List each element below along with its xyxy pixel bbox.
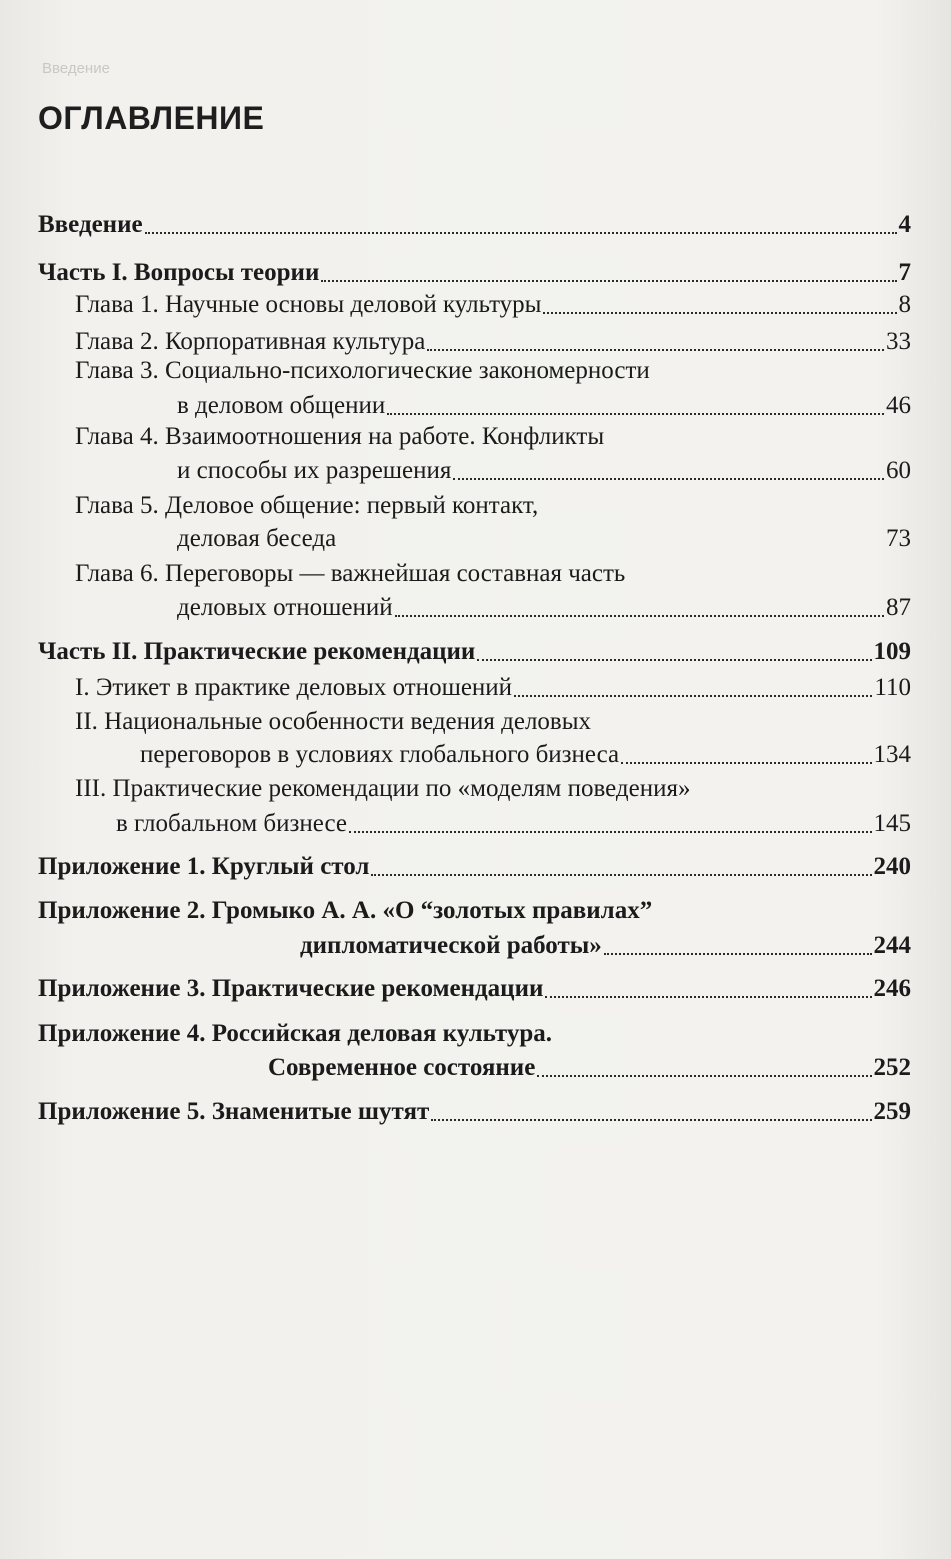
toc-leader-dots [395,614,884,617]
toc-page-number: 33 [886,328,911,355]
toc-page-number: 109 [873,638,911,665]
toc-entry-label: Приложение 3. Практические рекомендации [38,975,544,1002]
toc-page-number: 252 [873,1054,911,1081]
toc-entry-label: Приложение 5. Знаменитые шутят [38,1098,430,1125]
toc-page-number: 46 [886,392,911,419]
toc-entry-label: I. Этикет в практике деловых отношений [75,674,513,701]
toc-entry-label: деловых отношений [177,594,393,621]
toc-entry-appendix-4[interactable] [268,1052,911,1084]
toc-leader-dots [453,477,884,480]
page-title: ОГЛАВЛЕНИЕ [38,100,265,136]
toc-entry-chapter-5-line1: Глава 5. Деловое общение: первый контакт, [75,492,539,519]
toc-leader-dots [477,658,871,661]
toc-leader-dots [604,952,872,955]
toc-entry-section-2-line1: II. Национальные особенности ведения деловых [75,708,592,735]
toc-entry-introduction[interactable] [38,209,911,241]
toc-entry-label: Глава 1. Научные основы деловой культуры [75,291,542,318]
toc-entry-section-1[interactable] [75,672,911,704]
toc-entry-label: Часть I. Вопросы теории [38,259,320,286]
toc-entry-part-2[interactable] [38,636,911,668]
toc-entry-appendix-2-line1: Приложение 2. Громыко А. А. «О “золотых правилах” [38,897,653,924]
toc-leader-dots [543,311,896,314]
toc-leader-dots [427,348,884,351]
toc-entry-label: Современное состояние [268,1054,536,1081]
toc-leader-dots [621,761,871,764]
toc-leader-dots [431,1118,871,1121]
toc-leader-dots [145,231,897,234]
toc-entry-label: деловая беседа [177,525,337,552]
toc-entry-chapter-2[interactable] [75,326,911,358]
toc-entry-chapter-4[interactable] [177,455,911,487]
toc-page-number: 60 [886,457,911,484]
toc-page-number: 134 [873,741,911,768]
toc-entry-label: Глава 2. Корпоративная культура [75,328,426,355]
toc-entry-chapter-1[interactable] [75,289,911,321]
toc-page-number: 8 [898,291,911,318]
toc-entry-chapter-3[interactable] [177,390,911,422]
toc-entry-section-3[interactable] [116,808,911,840]
toc-entry-appendix-4-line1: Приложение 4. Российская деловая культура. [38,1020,553,1047]
toc-entry-chapter-4-line1: Глава 4. Взаимоотношения на работе. Конфликты [75,423,605,450]
toc-page-number: 145 [873,810,911,837]
toc-entry-label: в глобальном бизнесе [116,810,347,837]
toc-page-number: 110 [874,674,911,701]
toc-entry-chapter-6-line1: Глава 6. Переговоры — важнейшая составная часть [75,560,626,587]
toc-page-number: 244 [873,932,911,959]
toc-leader-dots [514,694,872,697]
toc-page-number: 259 [873,1098,911,1125]
toc-entry-chapter-6[interactable] [177,592,911,624]
toc-page-number: 4 [898,211,911,238]
toc-entry-label: и способы их разрешения [177,457,452,484]
toc-entry-label: дипломатической работы» [300,932,602,959]
toc-entry-label: переговоров в условиях глобального бизнеса [140,741,620,768]
toc-entry-appendix-3[interactable] [38,973,911,1005]
toc-entry-label: в деловом общении [177,392,386,419]
toc-entry-label: Приложение 1. Круглый стол [38,853,370,880]
toc-entry-label: Часть II. Практические рекомендации [38,638,476,665]
toc-leader-dots [349,830,872,833]
toc-entry-section-2[interactable] [140,739,911,771]
toc-page-number: 73 [886,525,911,552]
toc-entry-section-3-line1: III. Практические рекомендации по «моделям поведения» [75,775,691,802]
toc-page-number: 7 [898,259,911,286]
toc-entry-chapter-5[interactable] [177,523,911,555]
toc-leader-dots [537,1074,871,1077]
toc-leader-dots [545,995,871,998]
toc-leader-dots [387,412,884,415]
toc-entry-part-1[interactable] [38,257,911,289]
toc-entry-appendix-1[interactable] [38,851,911,883]
toc-entry-appendix-5[interactable] [38,1096,911,1128]
toc-entry-label: Введение [38,211,143,238]
toc-leader-dots [371,873,871,876]
toc-entry-chapter-3-line1: Глава 3. Социально-психологические закономерности [75,357,650,384]
toc-entry-appendix-2[interactable] [300,930,911,962]
toc-page-number: 246 [873,975,911,1002]
toc-leader-dots [321,279,896,282]
toc-page-number: 87 [886,594,911,621]
running-header-ghost: Введение [42,60,110,77]
toc-page-number: 240 [873,853,911,880]
